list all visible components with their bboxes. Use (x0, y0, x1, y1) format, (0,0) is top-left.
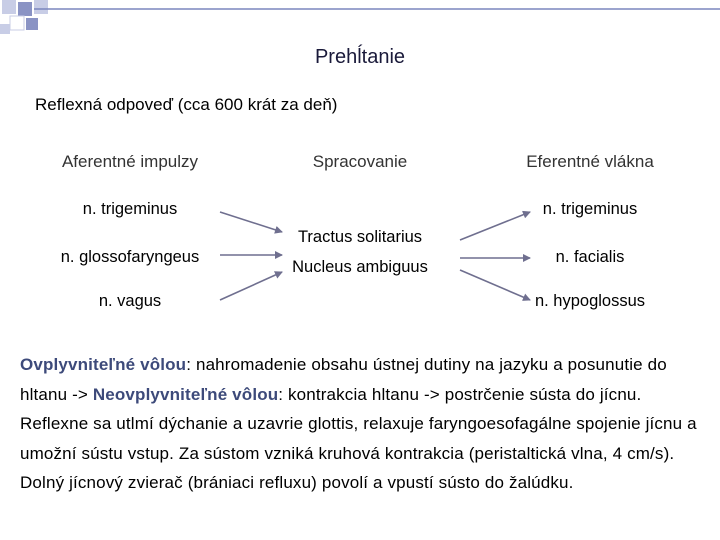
subtitle: Reflexná odpoveď (cca 600 krát za deň) (35, 95, 338, 114)
deco-square (18, 2, 32, 16)
header-decoration (0, 0, 720, 40)
paragraph-text: : nahromadenie obsahu ústnej dutiny na jazyku a posunutie do hltanu -> (20, 355, 667, 404)
description-paragraph (20, 350, 710, 498)
deco-square (0, 24, 10, 34)
deco-square (10, 16, 24, 30)
afferent-node: n. glossofaryngeus (60, 248, 200, 266)
highlighted-term-voluntary: Ovplyvniteľné vôlou (20, 355, 187, 374)
afferent-node: n. trigeminus (82, 200, 178, 218)
processing-node: Tractus solitarius (297, 228, 423, 246)
processing-node: Nucleus ambiguus (292, 258, 428, 276)
deco-square (34, 0, 48, 14)
efferent-node: n. hypoglossus (534, 292, 646, 310)
deco-square (2, 0, 16, 14)
efferent-node: n. facialis (555, 248, 625, 266)
deco-square (26, 18, 38, 30)
column-heading-afferent: Aferentné impulzy (61, 152, 199, 171)
page-title: Prehĺtanie (314, 46, 406, 68)
afferent-node: n. vagus (98, 292, 162, 310)
column-heading-processing: Spracovanie (312, 152, 408, 171)
paragraph-text: : kontrakcia hltanu -> postrčenie sústa do jícnu. Reflexne sa utlmí dýchanie a uzavrie glottis, relaxuje faryngoesofagálne spojenie jícnu a umožní sústu vstup. Za sústom vzniká kruhová kontrakcia (peristaltická vlna, 4 cm/s). Dolný jícnový zvierač (brániaci refluxu) povolí a vpustí sústo do žalúdku. (20, 384, 697, 492)
column-heading-efferent: Eferentné vlákna (526, 152, 654, 171)
highlighted-term-involuntary: Neovplyvniteľné vôlou (92, 384, 279, 404)
efferent-node: n. trigeminus (542, 200, 638, 218)
